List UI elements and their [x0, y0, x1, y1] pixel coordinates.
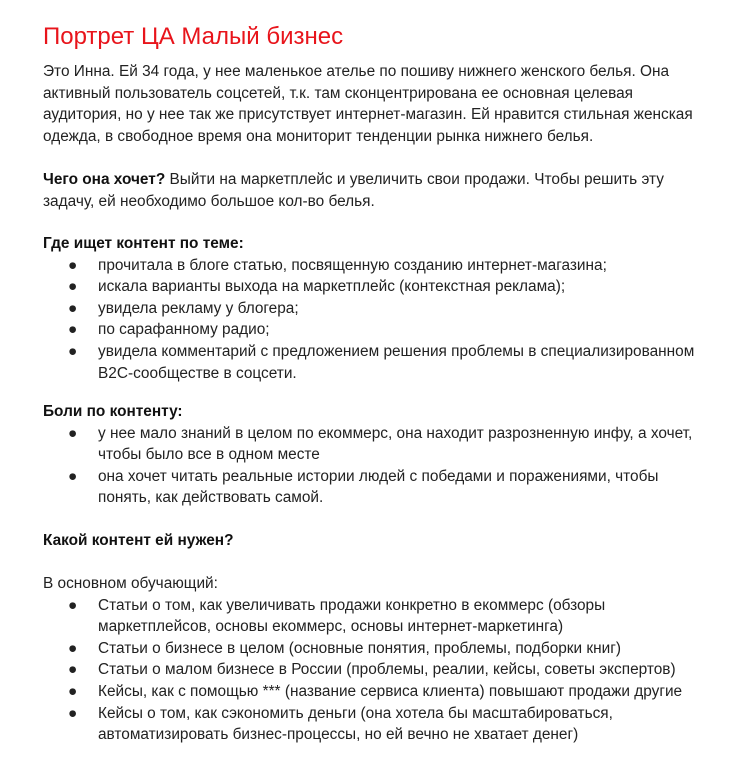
bullet-icon: ● [68, 639, 78, 657]
needs-heading-block [43, 530, 713, 552]
list-item: ● по сарафанному радио; [43, 319, 713, 341]
bullet-icon: ● [68, 596, 78, 614]
pains-heading: Боли по контенту: [43, 403, 183, 420]
list-item: ● увидела комментарий с предложением решения проблемы в специализированном B2C-сообществе в соцсети. [68, 342, 695, 382]
pains-section [43, 401, 713, 509]
wants-paragraph [43, 169, 713, 212]
bullet-icon: ● [68, 467, 78, 485]
list-item: ● Статьи о том, как увеличивать продажи конкретно в екоммерс (обзоры маркетплейсов, основы екоммерс, основы интернет-маркетинга) [68, 596, 606, 636]
list-item: ● Статьи о малом бизнесе в России (проблемы, реалии, кейсы, советы экспертов) [43, 659, 713, 681]
bullet-icon: ● [68, 321, 78, 339]
wants-label: Чего она хочет? [43, 171, 166, 188]
bullet-icon: ● [68, 424, 78, 442]
intro-paragraph [43, 61, 713, 147]
list-item: ● увидела рекламу у блогера; [43, 298, 713, 320]
bullet-icon: ● [68, 278, 78, 296]
list-item: ● у нее мало знаний в целом по екоммерс, она находит разрозненную инфу, а хочет, чтобы было все в одном месте [68, 424, 693, 464]
intro-text: Это Инна. Ей 34 года, у нее маленькое ателье по пошиву нижнего женского белья. Она активный пользователь соцсетей, т.к. там сконцентрирована ее основная целевая аудитория, но у нее так же присутствует интернет-магазин. Ей нравится стильная женская одежда, в свободное время она мониторит тенденции рынка нижнего белья. [43, 63, 693, 145]
list-item: ● она хочет читать реальные истории людей с победами и поражениями, чтобы понять, как действовать самой. [68, 467, 659, 507]
needs-subheading: В основном обучающий: [43, 575, 218, 592]
bullet-icon: ● [68, 256, 78, 274]
bullet-icon: ● [68, 704, 78, 722]
needs-heading: Какой контент ей нужен? [43, 532, 234, 549]
list-item: ● искала варианты выхода на маркетплейс (контекстная реклама); [43, 276, 713, 298]
pains-list [43, 423, 713, 509]
needs-list [43, 595, 713, 746]
list-item: ● прочитала в блоге статью, посвященную созданию интернет-магазина; [43, 255, 713, 277]
bullet-icon: ● [68, 299, 78, 317]
bullet-icon: ● [68, 342, 78, 360]
search-list [43, 255, 713, 385]
search-heading: Где ищет контент по теме: [43, 235, 244, 252]
needs-section [43, 573, 713, 746]
search-section [43, 233, 713, 384]
list-item: ● Кейсы, как с помощью *** (название сервиса клиента) повышают продажи другие [43, 681, 713, 703]
wants-text: Выйти на маркетплейс и увеличить свои продажи. Чтобы решить эту задачу, ей необходимо большое кол-во белья. [43, 171, 664, 210]
list-item: ● Кейсы о том, как сэкономить деньги (она хотела бы масштабироваться, автоматизировать бизнес-процессы, но ей вечно не хватает денег) [68, 704, 613, 744]
page-title: Портрет ЦА Малый бизнес [43, 23, 344, 50]
bullet-icon: ● [68, 661, 78, 679]
list-item: ● Статьи о бизнесе в целом (основные понятия, проблемы, подборки книг) [43, 638, 713, 660]
bullet-icon: ● [68, 682, 78, 700]
